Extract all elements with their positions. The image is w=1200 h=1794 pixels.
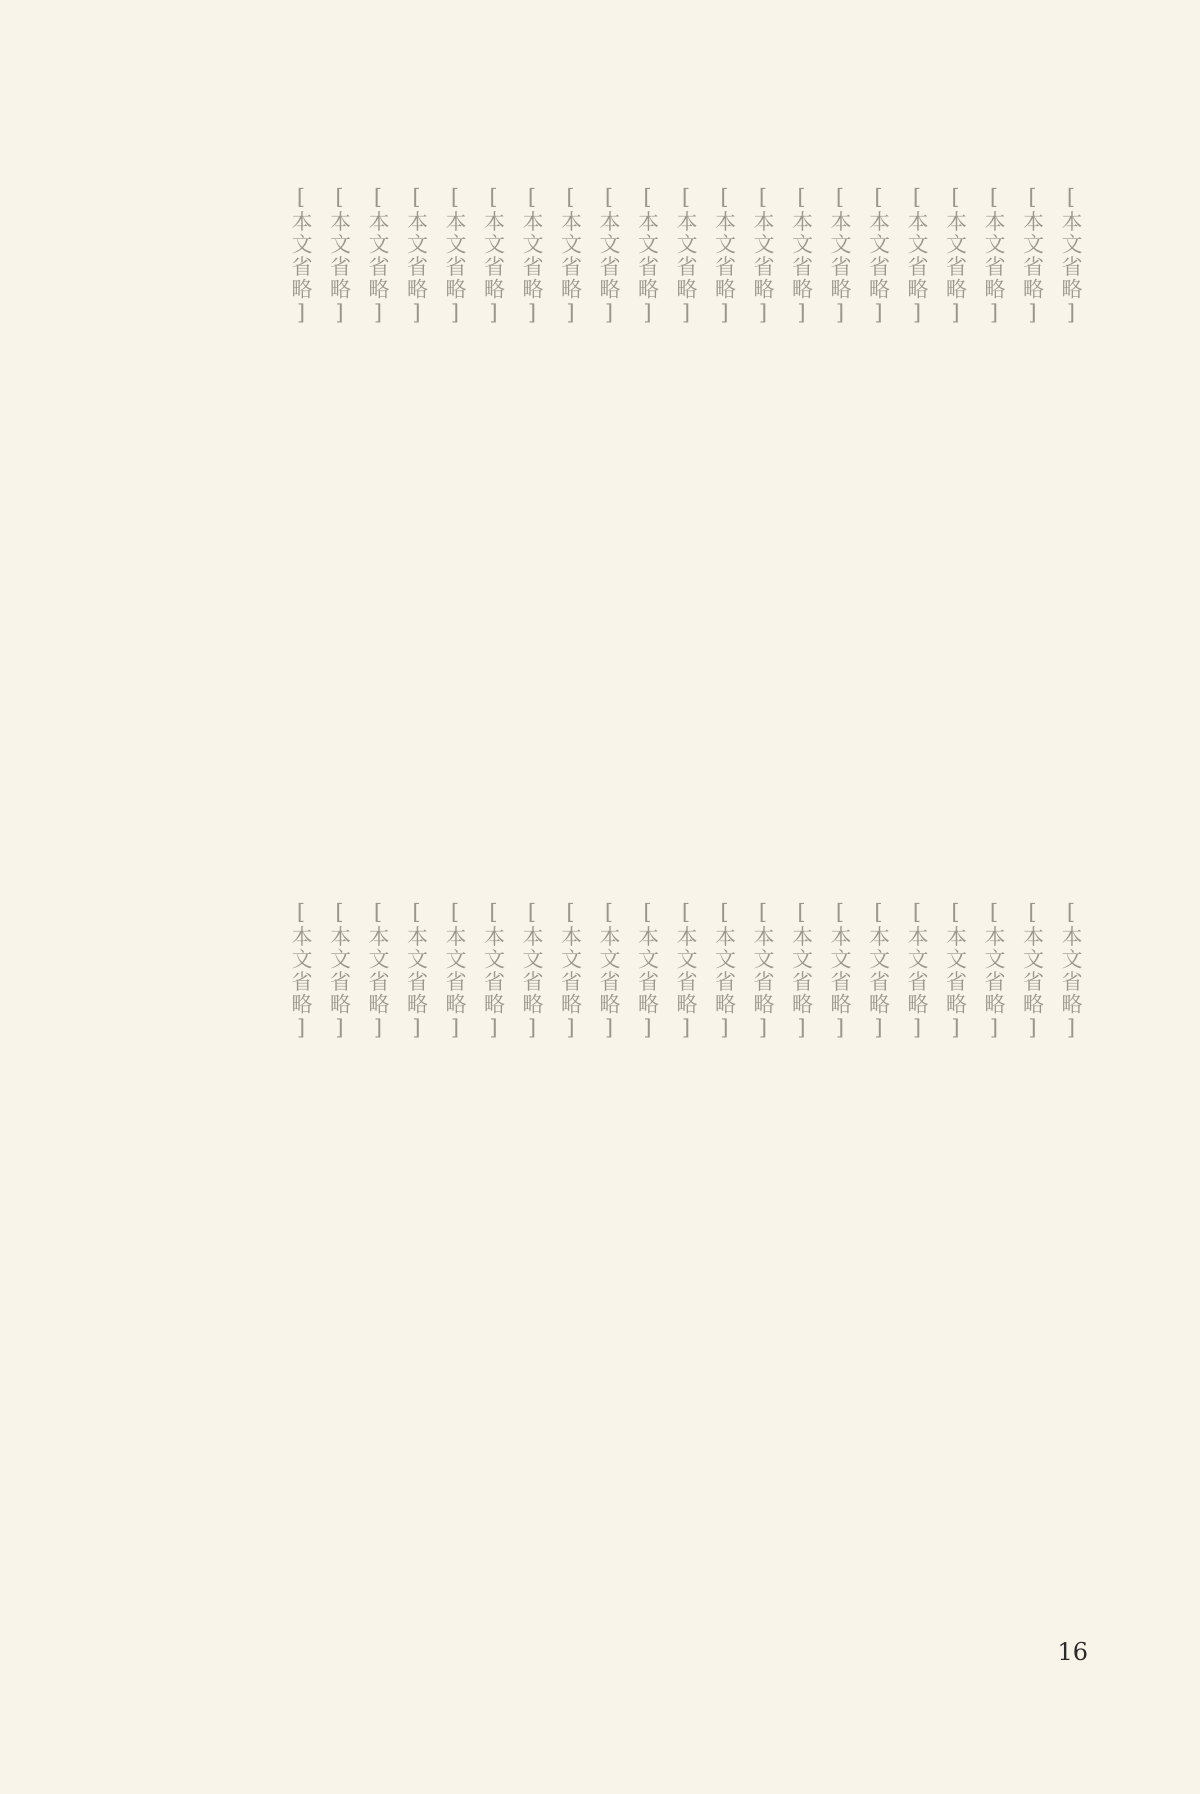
text-column: [本文省略] (481, 185, 506, 326)
text-column: [本文省略] (943, 900, 968, 1041)
text-column: [本文省略] (520, 185, 544, 326)
text-column: [本文省略] (635, 900, 660, 1041)
text-column: [本文省略] (789, 185, 814, 326)
text-column: [本文省略] (404, 185, 429, 326)
text-column: [本文省略] (1059, 185, 1083, 326)
text-column: [本文省略] (751, 185, 775, 326)
text-column: [本文省略] (789, 900, 814, 1041)
text-column: [本文省略] (520, 900, 544, 1041)
text-column: [本文省略] (1020, 185, 1045, 326)
text-column: [本文省略] (558, 900, 583, 1041)
text-column: [本文省略] (289, 900, 313, 1041)
text-column: [本文省略] (866, 185, 891, 326)
text-column: [本文省略] (982, 900, 1006, 1041)
text-column: [本文省略] (674, 900, 698, 1041)
text-column: [本文省略] (327, 185, 352, 326)
text-tier-top (90, 185, 1090, 835)
text-column: [本文省略] (905, 185, 929, 326)
text-column: [本文省略] (558, 185, 583, 326)
text-column: [本文省略] (597, 900, 621, 1041)
text-column: [本文省略] (982, 185, 1006, 326)
text-column: [本文省略] (443, 185, 467, 326)
text-column: [本文省略] (751, 900, 775, 1041)
text-column: [本文省略] (289, 185, 313, 326)
text-column: [本文省略] (443, 900, 467, 1041)
text-column: [本文省略] (597, 185, 621, 326)
text-column: [本文省略] (327, 900, 352, 1041)
text-column: [本文省略] (828, 900, 852, 1041)
text-column: [本文省略] (481, 900, 506, 1041)
text-column: [本文省略] (635, 185, 660, 326)
text-column: [本文省略] (674, 185, 698, 326)
text-tier-bottom (90, 900, 1090, 1550)
text-column: [本文省略] (1020, 900, 1045, 1041)
text-column: [本文省略] (712, 185, 737, 326)
page-number: 16 (1057, 1638, 1088, 1666)
text-column: [本文省略] (366, 185, 390, 326)
text-column: [本文省略] (1059, 900, 1083, 1041)
text-column: [本文省略] (943, 185, 968, 326)
text-column: [本文省略] (366, 900, 390, 1041)
text-column: [本文省略] (712, 900, 737, 1041)
text-column: [本文省略] (404, 900, 429, 1041)
text-column: [本文省略] (905, 900, 929, 1041)
text-column: [本文省略] (866, 900, 891, 1041)
text-column: [本文省略] (828, 185, 852, 326)
